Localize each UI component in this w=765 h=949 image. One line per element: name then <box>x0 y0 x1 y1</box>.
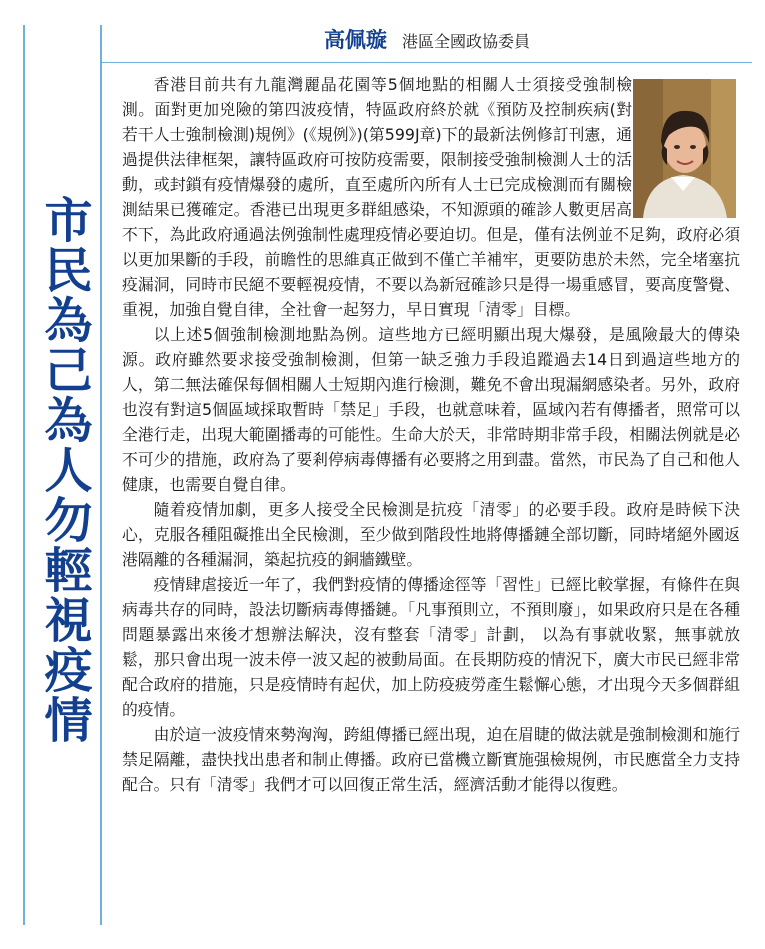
article-paragraph-3: 隨着疫情加劇，更多人接受全民檢測是抗疫「清零」的必要手段。政府是時候下決心，克服各種阻礙推出全民檢測，至少做到階段性地將傳播鏈全部切斷，同時堵絕外國返港隔離的各種漏洞，築起抗疫的銅牆鐵壁。 <box>122 500 740 569</box>
article-paragraph-4: 疫情肆虐接近一年了，我們對疫情的傳播途徑等「習性」已經比較掌握，有條件在與病毒共存的同時，設法切斷病毒傳播鏈。「凡事預則立，不預則廢」，如果政府只是在各種問題暴露出來後才想辦法解決，沒有整套「清零」計劃， 以為有事就收緊，無事就放鬆，那只會出現一波未停一波又起的被動局面。在長期防疫的情況下，廣大市民已經非常配合政府的措施，只是疫情時有起伏，加上防疫疲勞產生鬆懈心態，才出現今天多個群組的疫情。 <box>122 575 740 719</box>
article-paragraph-5: 由於這一波疫情來勢洶洶，跨組傳播已經出現，迫在眉睫的做法就是強制檢測和施行禁足隔離，盡快找出患者和制止傳播。政府已當機立斷實施强檢規例，市民應當全力支持配合。只有「清零」我們才可以回復正常生活，經濟活動才能得以復甦。 <box>122 725 740 794</box>
left-border-line <box>23 25 25 925</box>
article-paragraph-2: 以上述5個強制檢測地點為例。這些地方已經明顯出現大爆發，是風險最大的傳染源。政府雖然要求接受強制檢測，但第一缺乏強力手段追蹤過去14日到過這些地方的人，第二無法確保每個相關人士短期內進行檢測，難免不會出現漏網感染者。另外，政府也沒有對這5個區域採取暫時「禁足」手段，也就意味着，區域內若有傳播者，照常可以全港行走，出現大範圍播毒的可能性。生命大於天，非常時期非常手段，相關法例就是必不可少的措施，政府為了要剎停病毒傳播有必要將之用到盡。當然，市民為了自己和他人健康，也需要自覺自律。 <box>122 325 740 494</box>
headline-divider-line <box>100 25 102 925</box>
article-paragraph-1: 香港目前共有九龍灣麗晶花園等5個地點的相關人士須接受強制檢測。面對更加兇險的第四波疫情，特區政府終於就《預防及控制疾病(對若干人士強制檢測)規例》(《規例》)(第599J章)下的最新法例修訂刊憲，通過提供法律框架，讓特區政府可按防疫需要，限制接受強制檢測人士的活動，或封鎖有疫情爆發的處所，直至處所內所有人士已完成檢測而有關檢測結果已獲確定。香港已出現更多群組感染，不知源頭的確診人數更居高不下，為此政府通過法例強制性處理疫情必要迫切。但是，僅有法例並不足夠，政府必須以更加果斷的手段，前瞻性的思維真正做到不僅亡羊補牢，更要防患於未然，完全堵塞抗疫漏洞，同時市民絕不要輕視疫情，不要以為新冠確診只是得一場重感冒，要高度警覺、重視，加強自覺自律，全社會一起努力，早日實現「清零」目標。 <box>122 75 740 319</box>
author-title: 港區全國政協委員 <box>402 32 531 51</box>
author-name: 高佩璇 <box>323 28 387 52</box>
headline: 市民為己為人勿輕視疫情 <box>36 195 92 745</box>
article-body <box>122 72 740 797</box>
photo-wrap-space <box>632 72 740 222</box>
byline <box>102 24 752 63</box>
